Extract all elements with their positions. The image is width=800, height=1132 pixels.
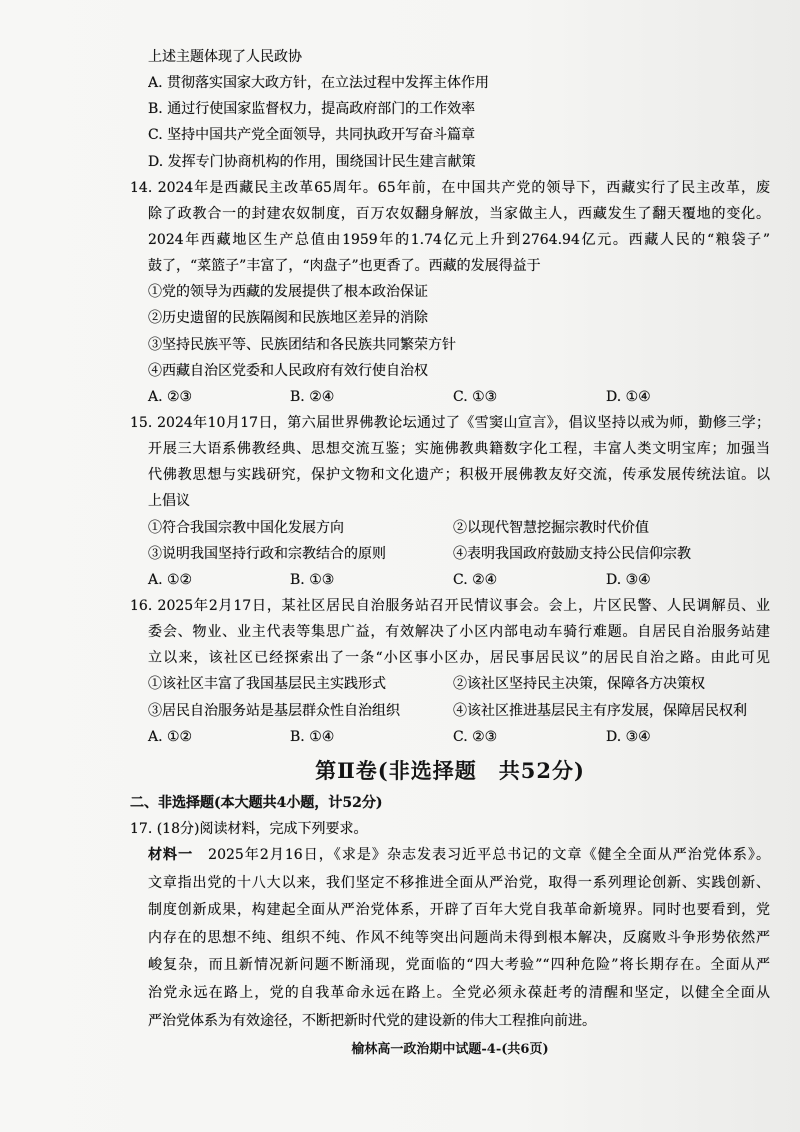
- part-title: 二、非选择题(本大题共4小题，计52分): [130, 795, 383, 811]
- q15-item: ③说明我国坚持行政和宗教结合的原则: [148, 545, 386, 562]
- material-one: [130, 842, 770, 1035]
- q14-stem-line: 鼓了，“菜篮子”丰富了，“肉盘子”也更香了。西藏的发展得益于: [148, 258, 541, 275]
- q16-items-row: [130, 698, 770, 724]
- q16-stem-line: 立以来，该社区已经探索出了一条“小区事小区办，居民事居民议”的居民自治之路。由此可见: [148, 650, 770, 667]
- material-line: 文章指出党的十八大以来，我们坚定不移推进全面从严治党，取得一系列理论创新、实践创新、: [148, 874, 770, 891]
- q14-item: ③坚持民族平等、民族团结和各民族共同繁荣方针: [148, 336, 456, 353]
- material-label: 材料一: [148, 847, 194, 863]
- q14-item: ④西藏自治区党委和人民政府有效行使自治权: [148, 362, 428, 379]
- q14-choice-c: C. ①③: [453, 388, 498, 405]
- q14-choices: [130, 384, 770, 410]
- material-line: 制度创新成果，构建起全面从严治党体系，开辟了百年大党自我革命新境界。同时也要看到，党: [148, 902, 770, 919]
- q14-stem-line: 14. 2024年是西藏民主改革65周年。65年前，在中国共产党的领导下，西藏实行了民主改革，废: [130, 179, 770, 196]
- material-line: 峻复杂，而且新情况新问题不断涌现，党面临的“四大考验”“四种危险”将长期存在。全面从严: [148, 957, 770, 974]
- q15-items-row: [130, 541, 770, 567]
- q14-choice-a: A. ②③: [148, 388, 193, 405]
- q16-stem-line: 16. 2025年2月17日，某社区居民自治服务站召开民情议事会。会上，片区民警、人民调解员、业: [130, 597, 770, 614]
- section-heading: 第Ⅱ卷(非选择题 共52分): [315, 758, 585, 783]
- q16-choice-a: A. ①②: [148, 728, 193, 745]
- q16-item: ②该社区坚持民主决策，保障各方决策权: [453, 676, 705, 693]
- q13-stem: 上述主题体现了人民政协: [148, 49, 302, 65]
- q14-choice-d: D. ①④: [606, 388, 651, 405]
- q16-stem-line: 委会、物业、业主代表等集思广益，有效解决了小区内部电动车骑行难题。自居民自治服务站建: [148, 624, 770, 641]
- q16-item: ③居民自治服务站是基层群众性自治组织: [148, 702, 400, 719]
- page-footer: 榆林高一政治期中试题-4-(共6页): [351, 1042, 549, 1057]
- q13-option-b: B. 通过行使国家监督权力，提高政府部门的工作效率: [148, 101, 476, 118]
- material-line: [148, 842, 770, 870]
- q15-stem-line: 15. 2024年10月17日，第六届世界佛教论坛通过了《雪窦山宣言》，倡议坚持以戒为师，勤修三学；: [130, 414, 770, 431]
- q14-stem-line: 除了政教合一的封建农奴制度，百万农奴翻身解放，当家做主人，西藏发生了翻天覆地的变化。: [148, 205, 770, 222]
- q14-stem-line: 2024年西藏地区生产总值由1959年的1.74亿元上升到2764.94亿元。西藏人民的“粮袋子”: [148, 231, 770, 248]
- q15-stem-line: 开展三大语系佛教经典、思想交流互鉴；实施佛教典籍数字化工程，丰富人类文明宝库；加强当: [148, 441, 770, 458]
- q15-items-row: [130, 515, 770, 541]
- q16-items-row: [130, 671, 770, 697]
- q15-choice-b: B. ①③: [290, 571, 335, 588]
- q16-choice-c: C. ②③: [453, 728, 498, 745]
- q16-choices: [130, 724, 770, 750]
- choice-questions-block: [130, 44, 770, 750]
- q13-option-c: C. 坚持中国共产党全面领导，共同执政开写奋斗篇章: [148, 127, 476, 144]
- q13-option-d: D. 发挥专门协商机构的作用，围绕国计民生建言献策: [148, 153, 476, 170]
- q17-header: 17. (18分)阅读材料，完成下列要求。: [130, 821, 368, 838]
- part-two-block: [130, 790, 770, 842]
- q16-choice-d: D. ③④: [606, 728, 651, 745]
- q14-item: ①党的领导为西藏的发展提供了根本政治保证: [148, 284, 428, 301]
- material-first-line: 2025年2月16日，《求是》杂志发表习近平总书记的文章《健全全面从严治党体系》。: [193, 847, 770, 863]
- q14-item: ②历史遗留的民族隔阂和民族地区差异的消除: [148, 310, 428, 327]
- q15-item: ④表明我国政府鼓励支持公民信仰宗教: [453, 545, 691, 562]
- q15-item: ①符合我国宗教中国化发展方向: [148, 519, 344, 536]
- q16-item: ④该社区推进基层民主有序发展，保障居民权利: [453, 702, 747, 719]
- q15-choice-d: D. ③④: [606, 571, 651, 588]
- q16-choice-b: B. ①④: [290, 728, 335, 745]
- q15-choice-a: A. ①②: [148, 571, 193, 588]
- q15-choices: [130, 567, 770, 593]
- q14-choice-b: B. ②④: [290, 388, 335, 405]
- q15-choice-c: C. ②④: [453, 571, 498, 588]
- q16-item: ①该社区丰富了我国基层民主实践形式: [148, 676, 386, 693]
- material-line: 治党永远在路上，党的自我革命永远在路上。全党必须永葆赶考的清醒和坚定，以健全全面从: [148, 984, 770, 1001]
- q15-stem-line: 上倡议: [148, 493, 190, 510]
- material-line: 内存在的思想不纯、组织不纯、作风不纯等突出问题尚未得到根本解决，反腐败斗争形势依然严: [148, 929, 770, 946]
- material-line: 严治党体系为有效途径，不断把新时代党的建设新的伟大工程推向前进。: [148, 1012, 596, 1029]
- q15-item: ②以现代智慧挖掘宗教时代价值: [453, 519, 649, 536]
- q15-stem-line: 代佛教思想与实践研究，保护文物和文化遗产；积极开展佛教友好交流，传承发展传统法谊。以: [148, 467, 770, 484]
- q13-option-a: A. 贯彻落实国家大政方针，在立法过程中发挥主体作用: [148, 75, 490, 92]
